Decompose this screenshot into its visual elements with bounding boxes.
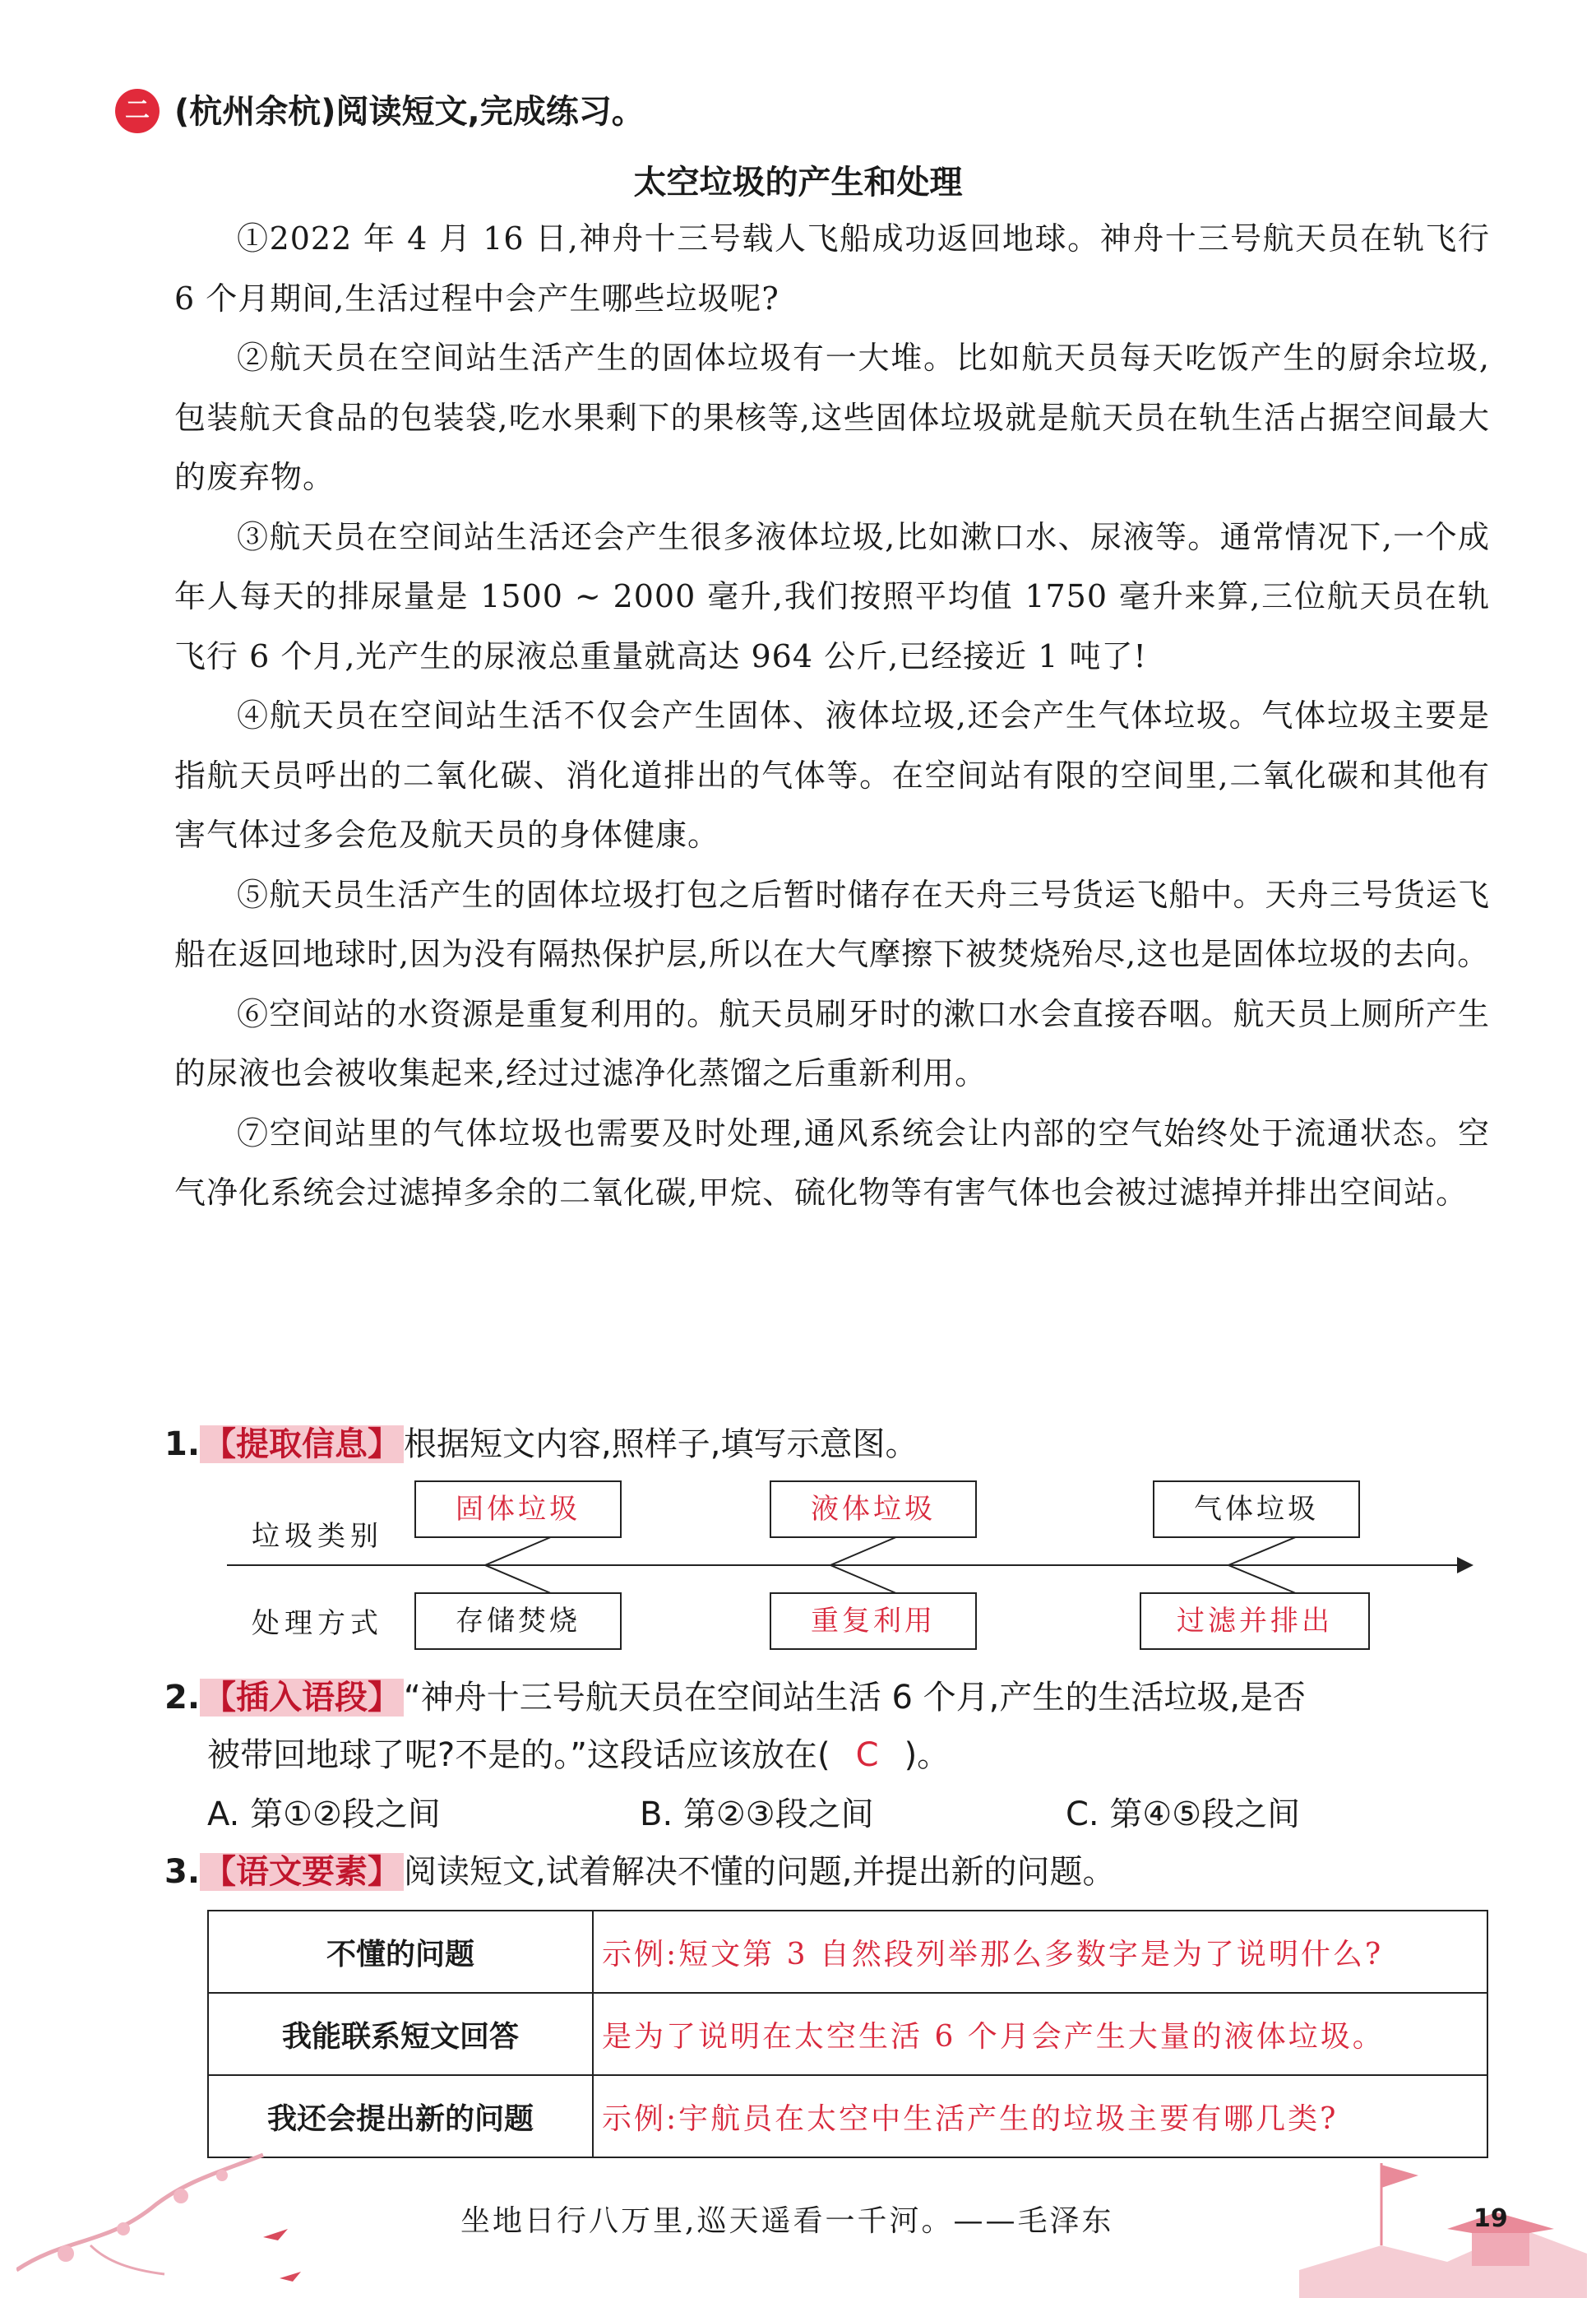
question-2-line2-end: )。 xyxy=(904,1736,951,1774)
question-3-number: 3. xyxy=(164,1853,201,1891)
article-passage xyxy=(174,209,1490,1223)
paragraph-5: ⑤航天员生活产生的固体垃圾打包之后暂时储存在天舟三号货运飞船中。天舟三号货运飞船在返回地球时,因为没有隔热保护层,所以在大气摩擦下被焚烧殆尽,这也是固体垃圾的去向。 xyxy=(174,876,1490,972)
connector-1 xyxy=(485,1536,553,1594)
paragraph-6: ⑥空间站的水资源是重复利用的。航天员刷牙时的漱口水会直接吞咽。航天员上厕所产生的尿液也会被收集起来,经过过滤净化蒸馏之后重新利用。 xyxy=(174,995,1490,1091)
question-2 xyxy=(164,1671,1306,1718)
method-box-gas: 过滤并排出 xyxy=(1140,1592,1370,1650)
footer-quote: 坐地日行八万里,巡天遥看一千河。——毛泽东 xyxy=(460,2204,1114,2238)
question-2-tag: 【插入语段】 xyxy=(200,1679,404,1717)
paragraph-2: ②航天员在空间站生活产生的固体垃圾有一大堆。比如航天员每天吃饭产生的厨余垃圾,包装航天食品的包装袋,吃水果剩下的果核等,这些固体垃圾就是航天员在轨生活占据空间最大的废弃物。 xyxy=(174,340,1490,495)
question-2-line1: “神舟十三号航天员在空间站生活 6 个月,产生的生活垃圾,是否 xyxy=(404,1679,1307,1717)
table-row xyxy=(208,1911,1487,1993)
paragraph-4: ④航天员在空间站生活不仅会产生固体、液体垃圾,还会产生气体垃圾。气体垃圾主要是指航天员呼出的二氧化碳、消化道排出的气体等。在空间站有限的空间里,二氧化碳和其他有害气体过多会危及航天员的身体健康。 xyxy=(174,697,1490,853)
option-c: C. 第④⑤段之间 xyxy=(1066,1795,1301,1833)
question-3-table xyxy=(207,1910,1488,2158)
connector-2 xyxy=(830,1536,898,1594)
paragraph-1: ①2022 年 4 月 16 日,神舟十三号载人飞船成功返回地球。神舟十三号航天员在轨飞行 6 个月期间,生活过程中会产生哪些垃圾呢? xyxy=(174,220,1490,317)
question-1-tag: 【提取信息】 xyxy=(200,1425,404,1463)
option-b: B. 第②③段之间 xyxy=(640,1795,874,1833)
category-box-solid: 固体垃圾 xyxy=(414,1480,622,1538)
question-3-tag: 【语文要素】 xyxy=(200,1853,404,1891)
page-number: 19 xyxy=(1473,2204,1508,2233)
diagram-label-method: 处理方式 xyxy=(252,1607,383,1640)
paragraph-3: ③航天员在空间站生活还会产生很多液体垃圾,比如漱口水、尿液等。通常情况下,一个成年人每天的排尿量是 1500 ~ 2000 毫升,我们按照平均值 1750 毫升来算,三位航天员在轨飞行 6 个月,光产生的尿液总重量就高达 964 公斤,已经接近 1 吨了! xyxy=(174,518,1490,674)
plum-blossom-decoration xyxy=(16,2138,312,2295)
article-title: 太空垃圾的产生和处理 xyxy=(633,164,963,202)
section-heading: (杭州余杭)阅读短文,完成练习。 xyxy=(174,93,645,131)
table-row xyxy=(208,1993,1487,2075)
question-3 xyxy=(164,1846,1115,1893)
question-3-text: 阅读短文,试着解决不懂的问题,并提出新的问题。 xyxy=(404,1853,1116,1891)
question-2-number: 2. xyxy=(164,1679,201,1717)
option-a: A. 第①②段之间 xyxy=(207,1795,441,1833)
table-row-header: 我还会提出新的问题 xyxy=(208,2075,593,2157)
method-box-liquid: 重复利用 xyxy=(770,1592,977,1650)
category-box-liquid: 液体垃圾 xyxy=(770,1480,977,1538)
pavilion-decoration xyxy=(1283,2147,1595,2298)
question-2-line2: 被带回地球了呢?不是的。”这段话应该放在( xyxy=(207,1736,830,1774)
table-row-answer: 是为了说明在太空生活 6 个月会产生大量的液体垃圾。 xyxy=(593,1993,1487,2075)
question-2-answer: C xyxy=(855,1736,879,1774)
question-1-number: 1. xyxy=(164,1425,201,1463)
question-1-text: 根据短文内容,照样子,填写示意图。 xyxy=(404,1425,918,1463)
question-1 xyxy=(164,1418,918,1465)
question-2-continued xyxy=(207,1729,950,1776)
table-row-header: 不懂的问题 xyxy=(208,1911,593,1993)
paragraph-7: ⑦空间站里的气体垃圾也需要及时处理,通风系统会让内部的空气始终处于流通状态。空气净化系统会过滤掉多余的二氧化碳,甲烷、硫化物等有害气体也会被过滤掉并排出空间站。 xyxy=(174,1114,1490,1211)
table-row-answer: 示例:宇航员在太空中生活产生的垃圾主要有哪几类? xyxy=(593,2075,1487,2157)
diagram-label-category: 垃圾类别 xyxy=(252,1520,383,1553)
table-row xyxy=(208,2075,1487,2157)
table-row-header: 我能联系短文回答 xyxy=(208,1993,593,2075)
category-box-gas: 气体垃圾 xyxy=(1153,1480,1360,1538)
table-row-answer: 示例:短文第 3 自然段列举那么多数字是为了说明什么? xyxy=(593,1911,1487,1993)
section-badge: 二 xyxy=(115,89,160,133)
method-box-solid: 存储焚烧 xyxy=(414,1592,622,1650)
connector-3 xyxy=(1228,1536,1298,1594)
